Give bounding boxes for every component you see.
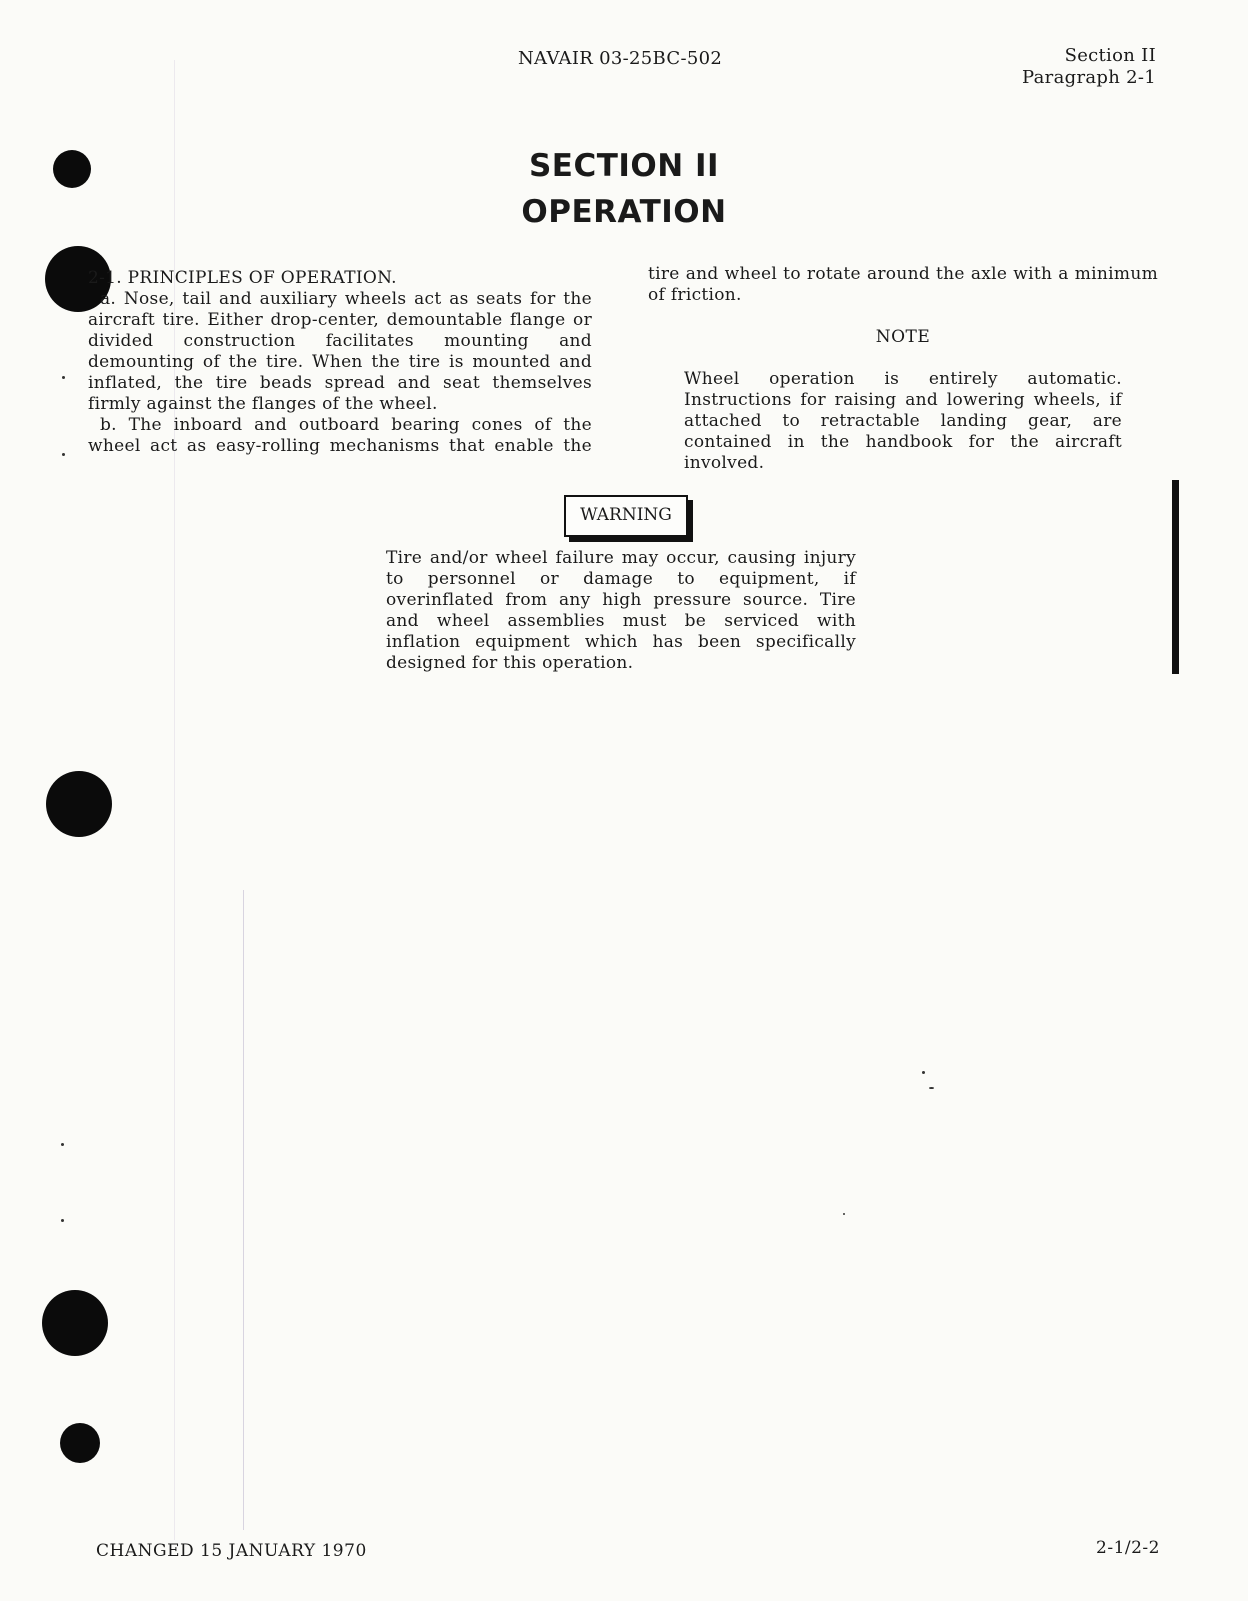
header-paragraph: Paragraph 2-1 — [1022, 67, 1156, 88]
note-text: Wheel operation is entirely automatic. Instructions for raising and lowering wheels, if attached to retractable landing gear, are contained in the handbook for the aircraft involved. — [684, 369, 1122, 473]
scan-speck — [843, 1213, 845, 1215]
change-bar — [1172, 480, 1179, 674]
scan-speck — [61, 1219, 64, 1222]
binder-hole — [46, 771, 112, 837]
scan-speck — [62, 453, 65, 456]
note-label: NOTE — [875, 327, 931, 347]
header-section: Section II — [1064, 45, 1156, 66]
change-date: CHANGED 15 JANUARY 1970 — [96, 1541, 367, 1561]
right-column — [648, 264, 1158, 306]
warning-label: WARNING — [564, 495, 688, 537]
warning-text: Tire and/or wheel failure may occur, causing injury to personnel or damage to equipment, if overinflated from any high pressure source. Tire and wheel assemblies must be serviced with inflation equipment which has been specifically designed for this operation. — [386, 548, 856, 673]
section-title: SECTION II — [528, 148, 720, 184]
scan-speck — [61, 1143, 64, 1146]
paragraph-heading: 2-1. PRINCIPLES OF OPERATION. — [88, 268, 397, 288]
binder-hole — [60, 1423, 100, 1463]
paragraph-a: a. Nose, tail and auxiliary wheels act as seats for the aircraft tire. Either drop-center, demountable flange or divided construction facilitates mounting and demounting of the tire. When the tire is mounted and inflated, the tire beads spread and seat themselves firmly against the flanges of the wheel. — [88, 289, 592, 414]
section-subtitle: OPERATION — [521, 194, 727, 230]
scan-line — [243, 890, 244, 1530]
binder-hole — [42, 1290, 108, 1356]
page-number: 2-1/2-2 — [1096, 1538, 1160, 1558]
document-number: NAVAIR 03-25BC-502 — [518, 48, 723, 69]
scan-speck — [62, 376, 65, 379]
paragraph-b: b. The inboard and outboard bearing cones of the wheel act as easy-rolling mechanisms that enable the — [88, 415, 592, 456]
paragraph-b-continued: tire and wheel to rotate around the axle with a minimum of friction. — [648, 264, 1158, 305]
left-column — [88, 268, 592, 457]
scan-speck — [929, 1087, 934, 1089]
scan-speck — [922, 1071, 925, 1074]
